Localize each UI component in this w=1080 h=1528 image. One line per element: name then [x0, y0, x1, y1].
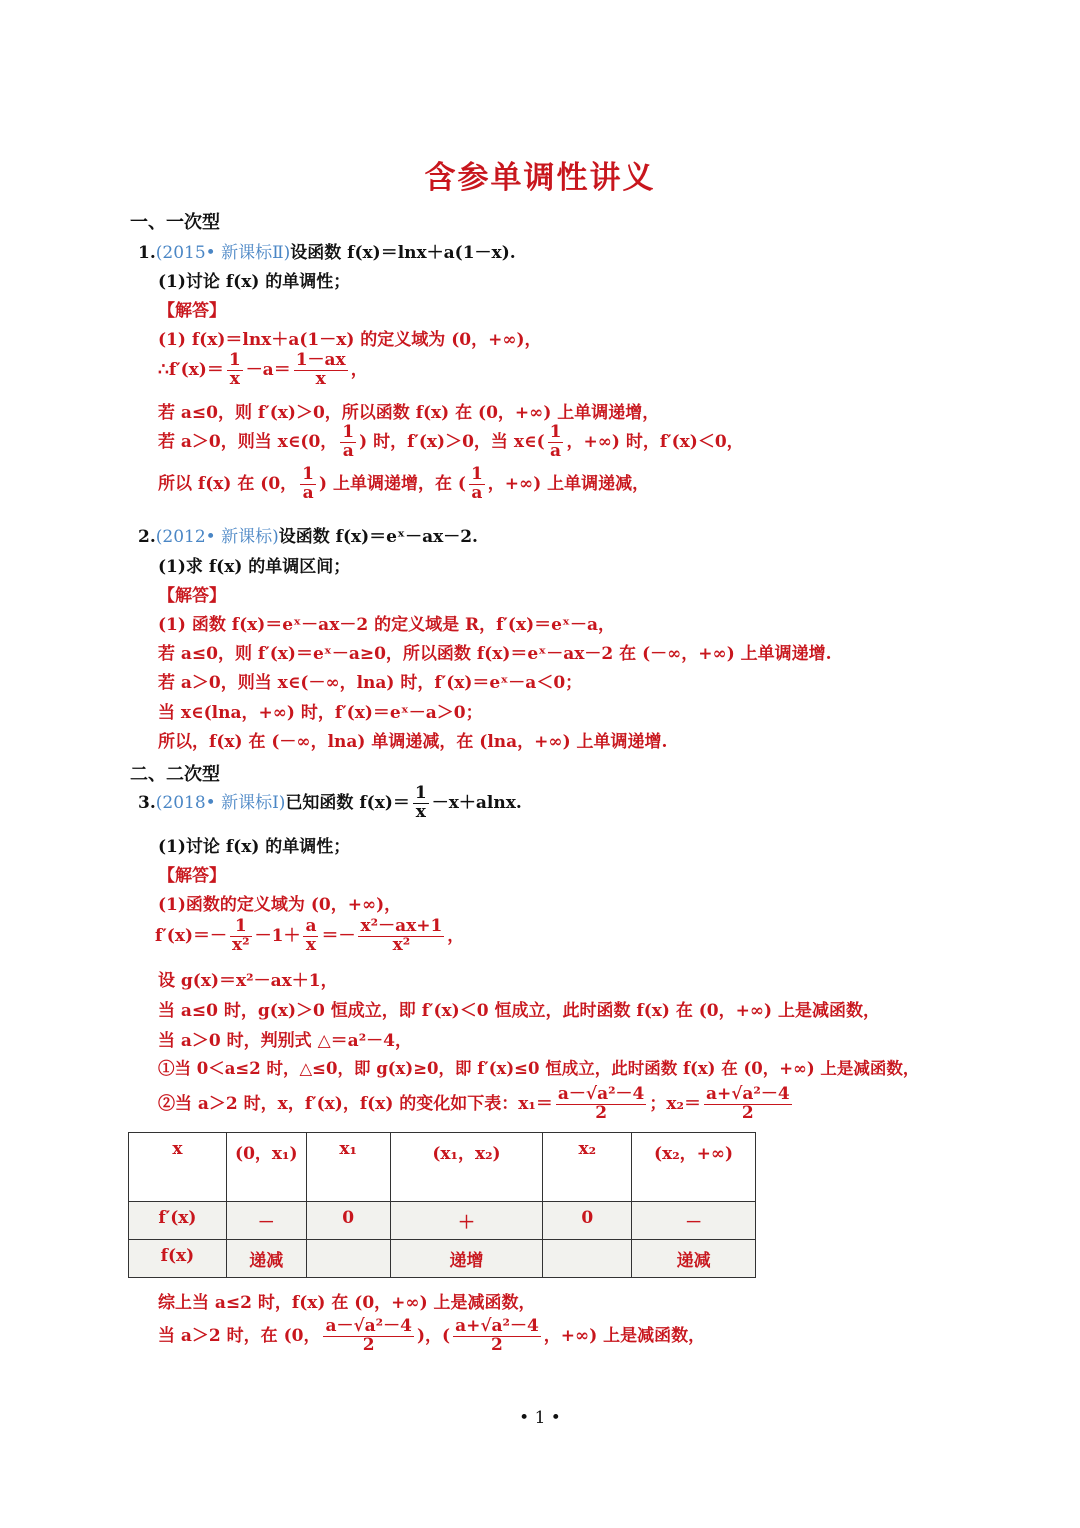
conclusion-line	[158, 1318, 705, 1355]
solution-line: 若 a＞0，则当 x∈(－∞，lna) 时，f′(x)＝eˣ－a＜0；	[158, 673, 583, 693]
problem-1-stem	[138, 238, 516, 263]
table-cell: 递增	[390, 1240, 543, 1278]
problem-source: (2018• 新课标Ⅰ)	[155, 792, 286, 813]
solution-text: f′(x)＝－	[155, 925, 228, 946]
problem-text: －x＋alnx.	[431, 792, 522, 813]
problem-3-stem	[138, 785, 522, 822]
fraction: $\frac{\text{a+√a²－4}}{2}$	[705, 1084, 790, 1123]
table-cell: x₁	[306, 1133, 390, 1202]
problem-3-subquestion: (1)讨论 f(x) 的单调性；	[158, 837, 351, 857]
fraction: $\frac{1}{a}$	[342, 422, 355, 461]
table-cell: ＋	[390, 1202, 543, 1240]
solution-text: 若 a＞0，则当 x∈(0，	[158, 431, 338, 452]
answer-label: 【解答】	[158, 301, 226, 321]
table-cell: f(x)	[129, 1240, 227, 1278]
solution-text: ，	[447, 925, 465, 946]
fraction: $\frac{1}{x}$	[228, 350, 241, 389]
table-cell	[306, 1240, 390, 1278]
solution-line	[158, 352, 368, 389]
problem-1-subquestion: (1)讨论 f(x) 的单调性；	[158, 272, 351, 292]
fraction: $\frac{1}{\text{x²}}$	[232, 916, 250, 955]
table-row	[129, 1240, 756, 1278]
table-cell	[543, 1240, 632, 1278]
solution-line: 设 g(x)＝x²－ax＋1，	[158, 971, 338, 991]
problem-text: 设函数 f(x)＝eˣ－ax－2.	[278, 527, 478, 547]
solution-text: 当 a＞2 时，在 (0，	[158, 1325, 321, 1346]
table-cell: x₂	[543, 1133, 632, 1202]
solution-line: ①当 0＜a≤2 时，△≤0，即 g(x)≥0，即 f′(x)≤0 恒成立，此时函数 f(x) 在 (0，+∞) 上是减函数，	[158, 1059, 920, 1078]
problem-source: (2015• 新课标Ⅱ)	[155, 243, 291, 263]
fraction: $\frac{\text{a+√a²－4}}{2}$	[455, 1316, 539, 1355]
solution-text: ) 时，f′(x)＞0，当 x∈(	[359, 431, 545, 452]
solution-line: 所以，f(x) 在 (－∞，lna) 单调递减，在 (lna，+∞) 上单调递增.	[158, 732, 668, 752]
problem-number: 3.	[138, 792, 156, 813]
solution-text: 所以 f(x) 在 (0，	[158, 473, 298, 494]
solution-line	[158, 466, 649, 503]
section-heading-quadratic: 二、二次型	[130, 764, 220, 785]
solution-text: ②当 a＞2 时，x，f′(x)，f(x) 的变化如下表：x₁＝	[158, 1093, 553, 1114]
table-cell: 递减	[632, 1240, 756, 1278]
problem-number: 1.	[138, 243, 156, 263]
solution-line: 当 a≤0 时，g(x)＞0 恒成立，即 f′(x)＜0 恒成立，此时函数 f(x) 在 (0，+∞) 上是减函数，	[158, 1001, 880, 1021]
problem-text: 已知函数 f(x)＝	[285, 792, 410, 813]
fraction: $\frac{1}{a}$	[549, 422, 562, 461]
solution-line: (1) f(x)＝lnx＋a(1－x) 的定义域为 (0，+∞)，	[158, 330, 542, 350]
solution-line: 若 a≤0，则 f′(x)＞0，所以函数 f(x) 在 (0，+∞) 上单调递增，	[158, 403, 660, 423]
solution-text: －a＝	[245, 359, 291, 380]
fraction: $\frac{a}{x}$	[305, 916, 317, 955]
variation-table	[128, 1132, 756, 1278]
table-cell: 0	[306, 1202, 390, 1240]
answer-label: 【解答】	[158, 586, 226, 606]
solution-line: 当 a＞0 时，判别式 △＝a²－4，	[158, 1031, 412, 1051]
fraction: $\frac{1}{a}$	[302, 464, 315, 503]
fraction: $\frac{1}{x}$	[414, 783, 427, 822]
solution-text: ，+∞) 上单调递减，	[487, 473, 650, 494]
conclusion-line: 综上当 a≤2 时，f(x) 在 (0，+∞) 上是减函数，	[158, 1293, 536, 1313]
table-row	[129, 1133, 756, 1202]
problem-text: 设函数 f(x)＝lnx＋a(1－x).	[290, 243, 516, 263]
page-title: 含参单调性讲义	[424, 160, 656, 196]
solution-text: ，+∞) 上是减函数，	[543, 1325, 706, 1346]
fraction: $\frac{\text{x²－ax+1}}{\text{x²}}$	[360, 916, 443, 955]
solution-text: )，(	[416, 1325, 451, 1346]
problem-2-subquestion: (1)求 f(x) 的单调区间；	[158, 557, 351, 577]
solution-line	[158, 1086, 795, 1123]
table-cell: 0	[543, 1202, 632, 1240]
table-cell: －	[632, 1202, 756, 1240]
table-cell: (0，x₁)	[226, 1133, 306, 1202]
solution-text: ) 上单调递增，在 (	[319, 473, 466, 494]
problem-source: (2012• 新课标)	[155, 527, 279, 547]
solution-line: 若 a≤0，则 f′(x)＝eˣ－a≥0，所以函数 f(x)＝eˣ－ax－2 在 (－∞，+∞) 上单调递增.	[158, 644, 832, 664]
table-cell: f′(x)	[129, 1202, 227, 1240]
table-cell: (x₂，+∞)	[632, 1133, 756, 1202]
solution-text: ＝－	[321, 925, 356, 946]
fraction: $\frac{\text{a－√a²－4}}{2}$	[557, 1084, 645, 1123]
section-heading-linear: 一、一次型	[130, 212, 220, 233]
table-cell: x	[129, 1133, 227, 1202]
solution-text: ；x₂＝	[649, 1093, 701, 1114]
solution-text: ∴f′(x)＝	[158, 359, 224, 380]
problem-2-stem	[138, 522, 478, 547]
page-number: • 1 •	[519, 1408, 561, 1428]
fraction: $\frac{\text{a－√a²－4}}{2}$	[325, 1316, 412, 1355]
fraction: $\frac{1-ax}{x}$	[295, 350, 346, 389]
problem-number: 2.	[138, 527, 156, 547]
table-cell: 递减	[226, 1240, 306, 1278]
table-cell: (x₁，x₂)	[390, 1133, 543, 1202]
solution-line: 当 x∈(lna，+∞) 时，f′(x)＝eˣ－a＞0；	[158, 703, 483, 723]
table-cell: －	[226, 1202, 306, 1240]
fraction: $\frac{1}{a}$	[470, 464, 483, 503]
solution-line: (1) 函数 f(x)＝eˣ－ax－2 的定义域是 R，f′(x)＝eˣ－a，	[158, 615, 616, 635]
solution-text: －1＋	[254, 925, 301, 946]
solution-line	[155, 918, 464, 955]
solution-line: (1)函数的定义域为 (0，+∞)，	[158, 895, 402, 915]
solution-line	[158, 424, 744, 461]
answer-label: 【解答】	[158, 866, 226, 886]
solution-text: ，+∞) 时，f′(x)＜0，	[566, 431, 744, 452]
table-row	[129, 1202, 756, 1240]
solution-text: ，	[350, 359, 368, 380]
